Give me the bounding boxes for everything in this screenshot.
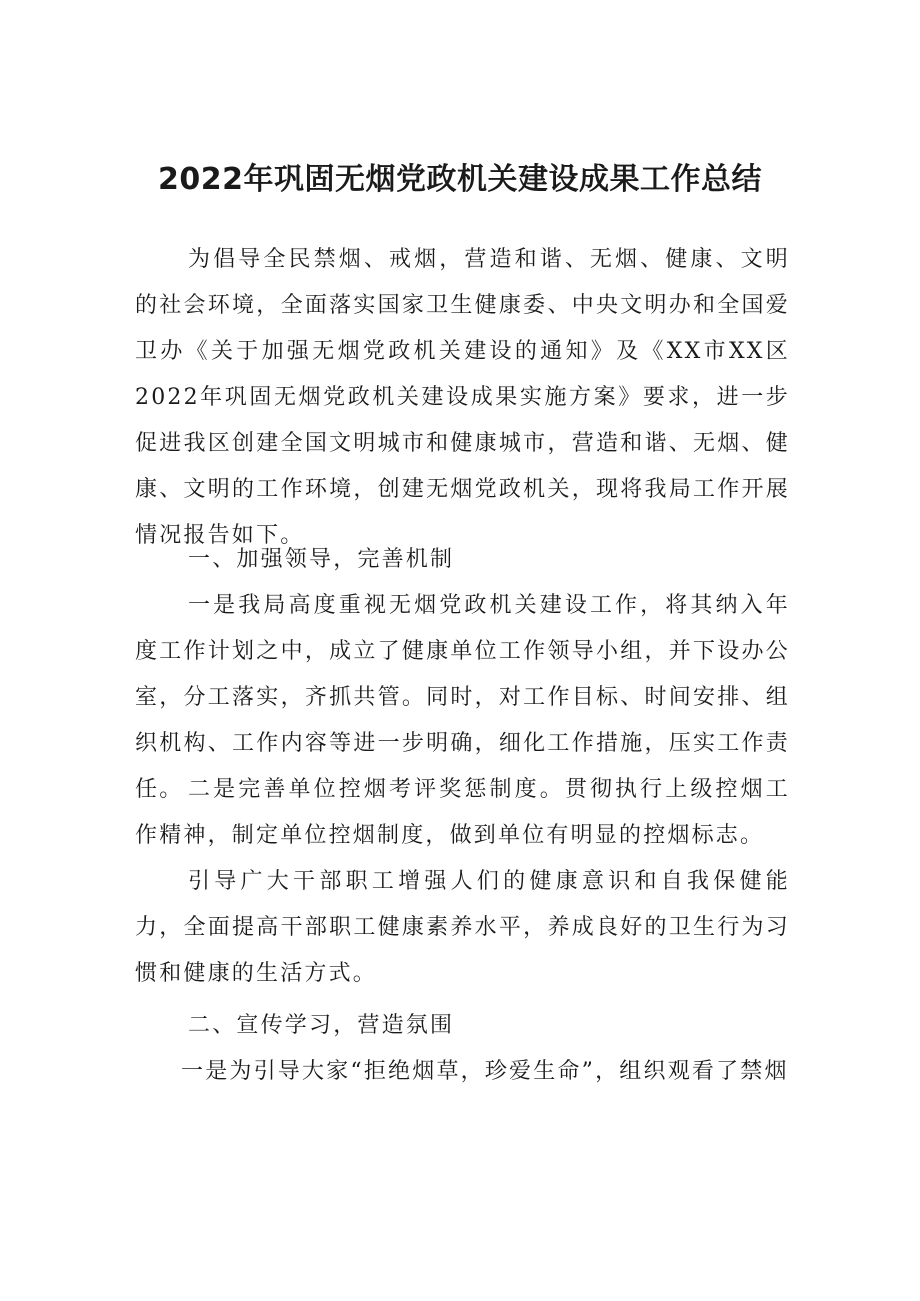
section1-paragraph-2: 二是完善单位控烟考评奖惩制度。贯彻执行上级控烟工作精神，制定单位控烟制度，做到单位有明显的控烟标志。 [135, 777, 790, 848]
intro-paragraph: 为倡导全民禁烟、戒烟，营造和谐、无烟、健康、文明的社会环境，全面落实国家卫生健康委、中央文明办和全国爱卫办《关于加强无烟党政机关建设的通知》及《XX市XX区2022年巩固无烟党政机关建设成果实施方案》要求，进一步促进我区创建全国文明城市和健康城市，营造和谐、无烟、健康、文明的工作环境，创建无烟党政机关，现将我局工作开展情况报告如下。 [135, 247, 790, 548]
section-heading-2: 二、宣传学习，营造氛围 [188, 1013, 455, 1038]
document-title: 2022年巩固无烟党政机关建设成果工作总结 [158, 162, 762, 197]
section1-paragraph-1: 一是我局高度重视无烟党政机关建设工作，将其纳入年度工作计划之中，成立了健康单位工作领导小组，并下设办公室，分工落实，齐抓共管。同时，对工作目标、时间安排、组织机构、工作内容等进一步明确，细化工作措施，压实工作责任。 [135, 593, 790, 802]
section1-paragraph-3: 引导广大干部职工增强人们的健康意识和自我保健能力，全面提高干部职工健康素养水平，养成良好的卫生行为习惯和健康的生活方式。 [135, 869, 790, 986]
section-heading-1: 一、加强领导，完善机制 [188, 547, 455, 572]
section2-paragraph-1: 一是为引导大家“拒绝烟草，珍爱生命”，组织观看了禁烟 [181, 1059, 789, 1084]
